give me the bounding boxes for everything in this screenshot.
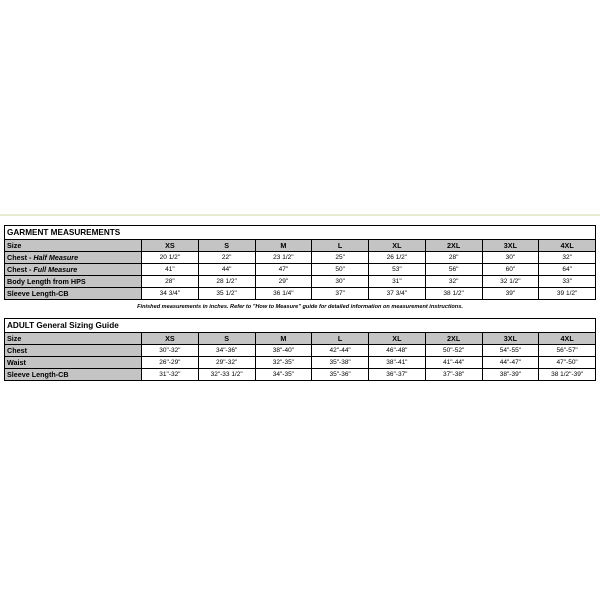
table-cell: 26 1/2" — [369, 252, 426, 264]
table-cell: 37"-38" — [425, 369, 482, 381]
row-label — [5, 264, 142, 276]
table-cell: 34"-36" — [198, 345, 255, 357]
table-row — [5, 345, 596, 357]
size-header-cell: 2XL — [425, 240, 482, 252]
table-cell: 34 3/4" — [142, 288, 199, 300]
table-cell: 36 1/4" — [255, 288, 312, 300]
table-cell: 30"-32" — [142, 345, 199, 357]
garment-table-title: GARMENT MEASUREMENTS — [5, 226, 596, 240]
size-header-cell: M — [255, 333, 312, 345]
row-label-prefix: Chest - — [7, 252, 34, 262]
table-cell: 39 1/2" — [539, 288, 596, 300]
table-cell: 38 1/2" — [425, 288, 482, 300]
table-cell: 31" — [369, 276, 426, 288]
table-cell: 36"-37" — [369, 369, 426, 381]
table-cell: 32"-33 1/2" — [198, 369, 255, 381]
table-row — [5, 357, 596, 369]
size-header-cell: XS — [142, 333, 199, 345]
table-cell: 50" — [312, 264, 369, 276]
table-cell: 37 3/4" — [369, 288, 426, 300]
table-cell: 50"-52" — [425, 345, 482, 357]
table-cell: 38"-39" — [482, 369, 539, 381]
table-cell: 47"-50" — [539, 357, 596, 369]
garment-measurements-table — [4, 225, 596, 300]
table-cell: 60" — [482, 264, 539, 276]
table-cell: 32 1/2" — [482, 276, 539, 288]
table-cell: 41"-44" — [425, 357, 482, 369]
table-cell: 32" — [539, 252, 596, 264]
table-cell: 28" — [142, 276, 199, 288]
size-header-cell: XL — [369, 333, 426, 345]
table-cell: 35"-36" — [312, 369, 369, 381]
accent-divider-line — [0, 214, 600, 216]
table-title-row — [5, 319, 596, 333]
row-label — [5, 276, 142, 288]
table-cell: 22" — [198, 252, 255, 264]
table-cell: 44"-47" — [482, 357, 539, 369]
row-label-emphasis: Half Measure — [33, 252, 79, 262]
table-cell: 28 1/2" — [198, 276, 255, 288]
size-header-cell: M — [255, 240, 312, 252]
table-cell: 33" — [539, 276, 596, 288]
row-label: Sleeve Length-CB — [5, 369, 142, 381]
table-cell: 44" — [198, 264, 255, 276]
table-row — [5, 276, 596, 288]
size-header-cell: S — [198, 333, 255, 345]
size-header-cell: XL — [369, 240, 426, 252]
table-cell: 28" — [425, 252, 482, 264]
row-label: Waist — [5, 357, 142, 369]
size-header-cell: 4XL — [539, 240, 596, 252]
table-row — [5, 288, 596, 300]
adult-sizing-guide-table — [4, 318, 596, 381]
table-cell: 20 1/2" — [142, 252, 199, 264]
table-cell: 56" — [425, 264, 482, 276]
table-cell: 37" — [312, 288, 369, 300]
table-cell: 25" — [312, 252, 369, 264]
table-cell: 35"-38" — [312, 357, 369, 369]
size-header-cell: 2XL — [425, 333, 482, 345]
table-row — [5, 252, 596, 264]
table-cell: 53" — [369, 264, 426, 276]
table-cell: 30" — [312, 276, 369, 288]
table-cell: 23 1/2" — [255, 252, 312, 264]
table-cell: 29"-32" — [198, 357, 255, 369]
table-cell: 30" — [482, 252, 539, 264]
size-header-label: Size — [5, 240, 142, 252]
size-header-cell: L — [312, 333, 369, 345]
table-cell: 29" — [255, 276, 312, 288]
table-cell: 38 1/2"-39" — [539, 369, 596, 381]
table-cell: 47" — [255, 264, 312, 276]
size-header-row — [5, 333, 596, 345]
size-header-cell: XS — [142, 240, 199, 252]
table-cell: 41" — [142, 264, 199, 276]
table-cell: 54"-55" — [482, 345, 539, 357]
size-header-row — [5, 240, 596, 252]
table-cell: 31"-32" — [142, 369, 199, 381]
size-header-cell: 4XL — [539, 333, 596, 345]
table-cell: 35 1/2" — [198, 288, 255, 300]
table-cell: 56"-57" — [539, 345, 596, 357]
size-header-cell: 3XL — [482, 240, 539, 252]
row-label: Chest — [5, 345, 142, 357]
table-cell: 64" — [539, 264, 596, 276]
row-label-prefix: Sleeve Length-CB — [7, 288, 69, 298]
row-label-prefix: Chest - — [7, 264, 34, 274]
table-row — [5, 369, 596, 381]
table-cell: 38"-41" — [369, 357, 426, 369]
table-cell: 46"-48" — [369, 345, 426, 357]
table-row — [5, 264, 596, 276]
adult-table-title: ADULT General Sizing Guide — [5, 319, 596, 333]
table-cell: 42"-44" — [312, 345, 369, 357]
row-label-emphasis: Full Measure — [33, 264, 78, 274]
size-header-cell: L — [312, 240, 369, 252]
row-label — [5, 252, 142, 264]
table-cell: 32"-35" — [255, 357, 312, 369]
size-header-cell: S — [198, 240, 255, 252]
measurement-note: Finished measurements in inches. Refer to "How to Measure" guide for detailed information on measurement instructions. — [137, 304, 463, 310]
table-title-row — [5, 226, 596, 240]
table-cell: 38"-40" — [255, 345, 312, 357]
table-cell: 34"-35" — [255, 369, 312, 381]
table-cell: 39" — [482, 288, 539, 300]
table-cell: 32" — [425, 276, 482, 288]
size-header-label: Size — [5, 333, 142, 345]
table-cell: 26"-29" — [142, 357, 199, 369]
row-label — [5, 288, 142, 300]
row-label-prefix: Body Length from HPS — [7, 276, 86, 286]
size-header-cell: 3XL — [482, 333, 539, 345]
